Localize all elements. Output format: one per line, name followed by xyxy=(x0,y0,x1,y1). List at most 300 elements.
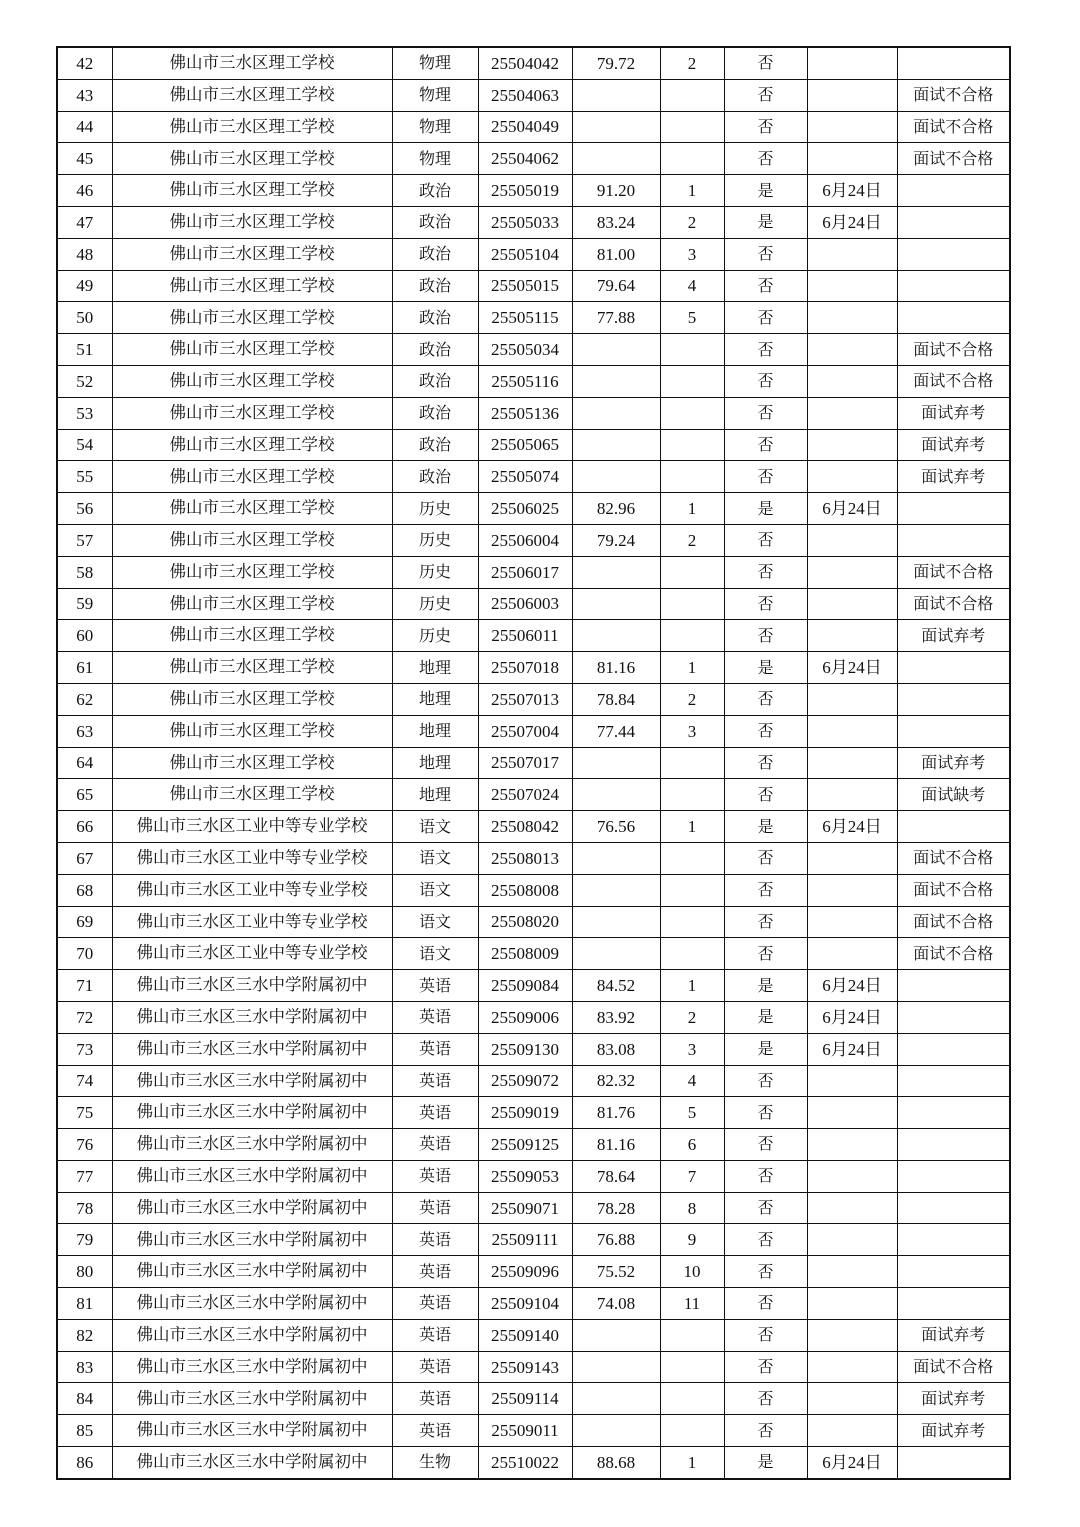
selected-cell: 是 xyxy=(724,493,807,525)
exam-id-cell: 25507017 xyxy=(478,747,572,779)
subject-cell: 英语 xyxy=(392,1097,478,1129)
date-cell xyxy=(807,1160,897,1192)
school-cell: 佛山市三水区理工学校 xyxy=(112,238,392,270)
selected-cell: 否 xyxy=(724,461,807,493)
remark-cell: 面试不合格 xyxy=(897,111,1010,143)
date-cell xyxy=(807,1224,897,1256)
selected-cell: 否 xyxy=(724,715,807,747)
date-cell xyxy=(807,47,897,79)
school-cell: 佛山市三水区三水中学附属初中 xyxy=(112,1001,392,1033)
exam-id-cell: 25509140 xyxy=(478,1319,572,1351)
rank-cell xyxy=(660,365,724,397)
table-row xyxy=(57,874,1010,906)
selected-cell: 否 xyxy=(724,1383,807,1415)
date-cell xyxy=(807,588,897,620)
exam-id-cell: 25505034 xyxy=(478,334,572,366)
selected-cell: 否 xyxy=(724,302,807,334)
date-cell xyxy=(807,1319,897,1351)
subject-cell: 英语 xyxy=(392,1319,478,1351)
selected-cell: 否 xyxy=(724,1256,807,1288)
remark-cell: 面试弃考 xyxy=(897,747,1010,779)
rank-cell: 4 xyxy=(660,270,724,302)
remark-cell xyxy=(897,1288,1010,1320)
score-cell xyxy=(572,779,660,811)
rank-cell xyxy=(660,1383,724,1415)
row-index-cell: 75 xyxy=(57,1097,112,1129)
exam-id-cell: 25509130 xyxy=(478,1033,572,1065)
selected-cell: 否 xyxy=(724,1224,807,1256)
subject-cell: 英语 xyxy=(392,1160,478,1192)
rank-cell: 11 xyxy=(660,1288,724,1320)
rank-cell: 3 xyxy=(660,715,724,747)
subject-cell: 地理 xyxy=(392,779,478,811)
rank-cell xyxy=(660,556,724,588)
score-cell xyxy=(572,1319,660,1351)
school-cell: 佛山市三水区工业中等专业学校 xyxy=(112,938,392,970)
rank-cell: 8 xyxy=(660,1192,724,1224)
table-row xyxy=(57,556,1010,588)
table-row xyxy=(57,1415,1010,1447)
remark-cell: 面试弃考 xyxy=(897,429,1010,461)
selected-cell: 否 xyxy=(724,1319,807,1351)
score-cell xyxy=(572,334,660,366)
subject-cell: 语文 xyxy=(392,811,478,843)
row-index-cell: 67 xyxy=(57,842,112,874)
score-cell xyxy=(572,365,660,397)
selected-cell: 否 xyxy=(724,143,807,175)
table-row xyxy=(57,1383,1010,1415)
score-cell xyxy=(572,842,660,874)
subject-cell: 政治 xyxy=(392,206,478,238)
exam-id-cell: 25506004 xyxy=(478,524,572,556)
score-cell: 78.84 xyxy=(572,683,660,715)
selected-cell: 否 xyxy=(724,874,807,906)
row-index-cell: 76 xyxy=(57,1129,112,1161)
exam-id-cell: 25506025 xyxy=(478,493,572,525)
rank-cell: 1 xyxy=(660,493,724,525)
remark-cell xyxy=(897,1001,1010,1033)
selected-cell: 否 xyxy=(724,620,807,652)
subject-cell: 历史 xyxy=(392,524,478,556)
subject-cell: 物理 xyxy=(392,143,478,175)
remark-cell: 面试弃考 xyxy=(897,620,1010,652)
exam-id-cell: 25508020 xyxy=(478,906,572,938)
exam-id-cell: 25509111 xyxy=(478,1224,572,1256)
exam-id-cell: 25505136 xyxy=(478,397,572,429)
subject-cell: 英语 xyxy=(392,1033,478,1065)
remark-cell: 面试不合格 xyxy=(897,906,1010,938)
school-cell: 佛山市三水区理工学校 xyxy=(112,302,392,334)
selected-cell: 否 xyxy=(724,1129,807,1161)
selected-cell: 否 xyxy=(724,238,807,270)
rank-cell: 10 xyxy=(660,1256,724,1288)
row-index-cell: 69 xyxy=(57,906,112,938)
selected-cell: 是 xyxy=(724,652,807,684)
table-row xyxy=(57,652,1010,684)
rank-cell: 2 xyxy=(660,524,724,556)
subject-cell: 生物 xyxy=(392,1447,478,1479)
subject-cell: 英语 xyxy=(392,1001,478,1033)
date-cell xyxy=(807,1351,897,1383)
table-row xyxy=(57,715,1010,747)
row-index-cell: 66 xyxy=(57,811,112,843)
remark-cell: 面试不合格 xyxy=(897,556,1010,588)
date-cell xyxy=(807,1415,897,1447)
remark-cell xyxy=(897,1065,1010,1097)
table-row xyxy=(57,779,1010,811)
subject-cell: 政治 xyxy=(392,302,478,334)
row-index-cell: 65 xyxy=(57,779,112,811)
rank-cell xyxy=(660,1415,724,1447)
exam-id-cell: 25504063 xyxy=(478,79,572,111)
table-row xyxy=(57,143,1010,175)
school-cell: 佛山市三水区三水中学附属初中 xyxy=(112,970,392,1002)
rank-cell: 2 xyxy=(660,206,724,238)
school-cell: 佛山市三水区理工学校 xyxy=(112,524,392,556)
remark-cell: 面试弃考 xyxy=(897,1415,1010,1447)
remark-cell xyxy=(897,206,1010,238)
exam-id-cell: 25509006 xyxy=(478,1001,572,1033)
table-row xyxy=(57,334,1010,366)
table-row xyxy=(57,1319,1010,1351)
rank-cell xyxy=(660,334,724,366)
subject-cell: 语文 xyxy=(392,906,478,938)
school-cell: 佛山市三水区理工学校 xyxy=(112,206,392,238)
selected-cell: 否 xyxy=(724,842,807,874)
row-index-cell: 83 xyxy=(57,1351,112,1383)
rank-cell: 7 xyxy=(660,1160,724,1192)
rank-cell xyxy=(660,906,724,938)
table-row xyxy=(57,1224,1010,1256)
school-cell: 佛山市三水区三水中学附属初中 xyxy=(112,1415,392,1447)
selected-cell: 否 xyxy=(724,47,807,79)
exam-id-cell: 25507018 xyxy=(478,652,572,684)
date-cell xyxy=(807,842,897,874)
score-cell xyxy=(572,588,660,620)
selected-cell: 否 xyxy=(724,779,807,811)
date-cell xyxy=(807,1288,897,1320)
date-cell xyxy=(807,906,897,938)
table-row xyxy=(57,206,1010,238)
school-cell: 佛山市三水区理工学校 xyxy=(112,111,392,143)
row-index-cell: 47 xyxy=(57,206,112,238)
score-cell: 81.76 xyxy=(572,1097,660,1129)
exam-id-cell: 25506011 xyxy=(478,620,572,652)
score-cell: 76.56 xyxy=(572,811,660,843)
rank-cell: 9 xyxy=(660,1224,724,1256)
score-cell xyxy=(572,111,660,143)
subject-cell: 政治 xyxy=(392,461,478,493)
remark-cell xyxy=(897,652,1010,684)
school-cell: 佛山市三水区三水中学附属初中 xyxy=(112,1319,392,1351)
selected-cell: 否 xyxy=(724,938,807,970)
score-cell: 78.64 xyxy=(572,1160,660,1192)
date-cell xyxy=(807,524,897,556)
row-index-cell: 86 xyxy=(57,1447,112,1479)
remark-cell xyxy=(897,175,1010,207)
score-cell: 74.08 xyxy=(572,1288,660,1320)
exam-id-cell: 25508009 xyxy=(478,938,572,970)
date-cell: 6月24日 xyxy=(807,175,897,207)
row-index-cell: 50 xyxy=(57,302,112,334)
table-row xyxy=(57,1065,1010,1097)
school-cell: 佛山市三水区三水中学附属初中 xyxy=(112,1192,392,1224)
exam-id-cell: 25504062 xyxy=(478,143,572,175)
date-cell xyxy=(807,1097,897,1129)
exam-id-cell: 25509072 xyxy=(478,1065,572,1097)
selected-cell: 否 xyxy=(724,588,807,620)
date-cell xyxy=(807,397,897,429)
remark-cell: 面试不合格 xyxy=(897,938,1010,970)
date-cell xyxy=(807,1383,897,1415)
selected-cell: 否 xyxy=(724,111,807,143)
school-cell: 佛山市三水区工业中等专业学校 xyxy=(112,906,392,938)
remark-cell xyxy=(897,1097,1010,1129)
remark-cell xyxy=(897,1160,1010,1192)
subject-cell: 政治 xyxy=(392,397,478,429)
row-index-cell: 63 xyxy=(57,715,112,747)
exam-id-cell: 25505115 xyxy=(478,302,572,334)
subject-cell: 英语 xyxy=(392,1415,478,1447)
school-cell: 佛山市三水区理工学校 xyxy=(112,620,392,652)
exam-id-cell: 25504049 xyxy=(478,111,572,143)
row-index-cell: 64 xyxy=(57,747,112,779)
remark-cell xyxy=(897,715,1010,747)
table-row xyxy=(57,1351,1010,1383)
exam-id-cell: 25507013 xyxy=(478,683,572,715)
date-cell xyxy=(807,461,897,493)
school-cell: 佛山市三水区工业中等专业学校 xyxy=(112,811,392,843)
school-cell: 佛山市三水区三水中学附属初中 xyxy=(112,1288,392,1320)
selected-cell: 否 xyxy=(724,556,807,588)
date-cell xyxy=(807,302,897,334)
rank-cell xyxy=(660,461,724,493)
row-index-cell: 56 xyxy=(57,493,112,525)
selected-cell: 是 xyxy=(724,206,807,238)
rank-cell xyxy=(660,1319,724,1351)
row-index-cell: 80 xyxy=(57,1256,112,1288)
selected-cell: 否 xyxy=(724,397,807,429)
date-cell xyxy=(807,779,897,811)
subject-cell: 历史 xyxy=(392,620,478,652)
school-cell: 佛山市三水区三水中学附属初中 xyxy=(112,1065,392,1097)
subject-cell: 语文 xyxy=(392,874,478,906)
results-table-body xyxy=(57,47,1010,1479)
school-cell: 佛山市三水区理工学校 xyxy=(112,47,392,79)
score-cell xyxy=(572,397,660,429)
school-cell: 佛山市三水区三水中学附属初中 xyxy=(112,1097,392,1129)
school-cell: 佛山市三水区理工学校 xyxy=(112,652,392,684)
rank-cell: 1 xyxy=(660,970,724,1002)
rank-cell: 2 xyxy=(660,47,724,79)
exam-id-cell: 25505015 xyxy=(478,270,572,302)
remark-cell: 面试不合格 xyxy=(897,143,1010,175)
subject-cell: 地理 xyxy=(392,683,478,715)
date-cell xyxy=(807,111,897,143)
table-row xyxy=(57,1097,1010,1129)
score-cell: 84.52 xyxy=(572,970,660,1002)
school-cell: 佛山市三水区理工学校 xyxy=(112,747,392,779)
school-cell: 佛山市三水区理工学校 xyxy=(112,270,392,302)
remark-cell xyxy=(897,1033,1010,1065)
row-index-cell: 61 xyxy=(57,652,112,684)
school-cell: 佛山市三水区理工学校 xyxy=(112,175,392,207)
date-cell xyxy=(807,747,897,779)
exam-id-cell: 25509053 xyxy=(478,1160,572,1192)
table-row xyxy=(57,175,1010,207)
exam-id-cell: 25509114 xyxy=(478,1383,572,1415)
table-row xyxy=(57,1192,1010,1224)
selected-cell: 否 xyxy=(724,79,807,111)
remark-cell: 面试弃考 xyxy=(897,1383,1010,1415)
subject-cell: 地理 xyxy=(392,715,478,747)
selected-cell: 否 xyxy=(724,429,807,461)
row-index-cell: 49 xyxy=(57,270,112,302)
score-cell xyxy=(572,620,660,652)
rank-cell xyxy=(660,874,724,906)
date-cell xyxy=(807,556,897,588)
score-cell: 75.52 xyxy=(572,1256,660,1288)
date-cell: 6月24日 xyxy=(807,970,897,1002)
date-cell xyxy=(807,620,897,652)
exam-id-cell: 25505019 xyxy=(478,175,572,207)
school-cell: 佛山市三水区三水中学附属初中 xyxy=(112,1256,392,1288)
exam-id-cell: 25507004 xyxy=(478,715,572,747)
selected-cell: 否 xyxy=(724,1415,807,1447)
selected-cell: 是 xyxy=(724,1001,807,1033)
score-cell: 83.92 xyxy=(572,1001,660,1033)
score-cell: 77.44 xyxy=(572,715,660,747)
date-cell xyxy=(807,1256,897,1288)
row-index-cell: 72 xyxy=(57,1001,112,1033)
selected-cell: 是 xyxy=(724,175,807,207)
row-index-cell: 73 xyxy=(57,1033,112,1065)
subject-cell: 历史 xyxy=(392,556,478,588)
exam-id-cell: 25505065 xyxy=(478,429,572,461)
table-row xyxy=(57,1129,1010,1161)
exam-id-cell: 25506017 xyxy=(478,556,572,588)
subject-cell: 历史 xyxy=(392,588,478,620)
subject-cell: 英语 xyxy=(392,1065,478,1097)
rank-cell xyxy=(660,79,724,111)
table-row xyxy=(57,365,1010,397)
school-cell: 佛山市三水区理工学校 xyxy=(112,365,392,397)
school-cell: 佛山市三水区工业中等专业学校 xyxy=(112,874,392,906)
row-index-cell: 82 xyxy=(57,1319,112,1351)
remark-cell: 面试不合格 xyxy=(897,1351,1010,1383)
rank-cell xyxy=(660,938,724,970)
date-cell xyxy=(807,1129,897,1161)
table-row xyxy=(57,938,1010,970)
table-row xyxy=(57,1160,1010,1192)
score-cell: 79.72 xyxy=(572,47,660,79)
school-cell: 佛山市三水区理工学校 xyxy=(112,493,392,525)
exam-id-cell: 25509084 xyxy=(478,970,572,1002)
row-index-cell: 45 xyxy=(57,143,112,175)
row-index-cell: 81 xyxy=(57,1288,112,1320)
date-cell: 6月24日 xyxy=(807,1447,897,1479)
row-index-cell: 60 xyxy=(57,620,112,652)
exam-id-cell: 25507024 xyxy=(478,779,572,811)
rank-cell: 1 xyxy=(660,175,724,207)
date-cell: 6月24日 xyxy=(807,1033,897,1065)
rank-cell xyxy=(660,747,724,779)
date-cell xyxy=(807,1065,897,1097)
score-cell: 91.20 xyxy=(572,175,660,207)
row-index-cell: 52 xyxy=(57,365,112,397)
score-cell: 81.16 xyxy=(572,652,660,684)
remark-cell xyxy=(897,493,1010,525)
exam-id-cell: 25508008 xyxy=(478,874,572,906)
row-index-cell: 78 xyxy=(57,1192,112,1224)
rank-cell xyxy=(660,111,724,143)
rank-cell xyxy=(660,620,724,652)
score-cell: 83.24 xyxy=(572,206,660,238)
rank-cell: 2 xyxy=(660,683,724,715)
table-row xyxy=(57,493,1010,525)
remark-cell xyxy=(897,1129,1010,1161)
score-cell: 76.88 xyxy=(572,1224,660,1256)
table-row xyxy=(57,270,1010,302)
row-index-cell: 84 xyxy=(57,1383,112,1415)
subject-cell: 英语 xyxy=(392,970,478,1002)
row-index-cell: 46 xyxy=(57,175,112,207)
school-cell: 佛山市三水区三水中学附属初中 xyxy=(112,1447,392,1479)
table-row xyxy=(57,238,1010,270)
score-cell xyxy=(572,874,660,906)
table-row xyxy=(57,620,1010,652)
school-cell: 佛山市三水区三水中学附属初中 xyxy=(112,1129,392,1161)
remark-cell xyxy=(897,524,1010,556)
selected-cell: 否 xyxy=(724,524,807,556)
score-cell xyxy=(572,1351,660,1383)
row-index-cell: 70 xyxy=(57,938,112,970)
rank-cell xyxy=(660,842,724,874)
selected-cell: 否 xyxy=(724,270,807,302)
remark-cell xyxy=(897,1447,1010,1479)
school-cell: 佛山市三水区三水中学附属初中 xyxy=(112,1351,392,1383)
row-index-cell: 54 xyxy=(57,429,112,461)
subject-cell: 政治 xyxy=(392,175,478,207)
selected-cell: 否 xyxy=(724,1288,807,1320)
remark-cell: 面试不合格 xyxy=(897,334,1010,366)
row-index-cell: 68 xyxy=(57,874,112,906)
row-index-cell: 58 xyxy=(57,556,112,588)
exam-id-cell: 25509071 xyxy=(478,1192,572,1224)
subject-cell: 地理 xyxy=(392,652,478,684)
exam-id-cell: 25505074 xyxy=(478,461,572,493)
score-cell xyxy=(572,79,660,111)
remark-cell: 面试不合格 xyxy=(897,874,1010,906)
score-cell: 82.96 xyxy=(572,493,660,525)
remark-cell xyxy=(897,270,1010,302)
score-cell xyxy=(572,556,660,588)
exam-id-cell: 25509096 xyxy=(478,1256,572,1288)
school-cell: 佛山市三水区理工学校 xyxy=(112,334,392,366)
school-cell: 佛山市三水区理工学校 xyxy=(112,79,392,111)
selected-cell: 是 xyxy=(724,811,807,843)
remark-cell xyxy=(897,238,1010,270)
school-cell: 佛山市三水区三水中学附属初中 xyxy=(112,1160,392,1192)
remark-cell: 面试弃考 xyxy=(897,397,1010,429)
rank-cell: 1 xyxy=(660,652,724,684)
subject-cell: 政治 xyxy=(392,365,478,397)
selected-cell: 否 xyxy=(724,1160,807,1192)
table-row xyxy=(57,302,1010,334)
rank-cell xyxy=(660,143,724,175)
school-cell: 佛山市三水区理工学校 xyxy=(112,556,392,588)
selected-cell: 否 xyxy=(724,1351,807,1383)
